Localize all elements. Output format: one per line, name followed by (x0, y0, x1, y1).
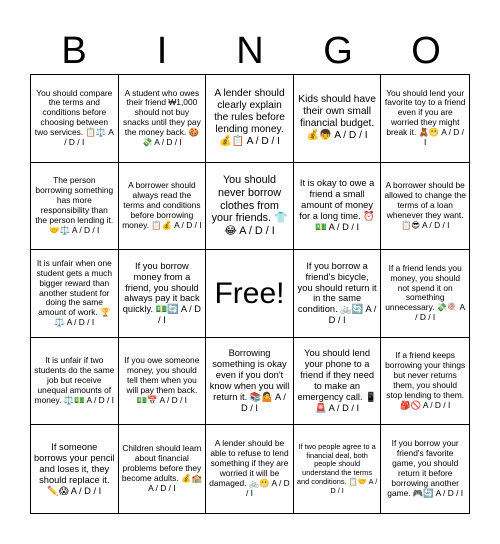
header-letter-o: O (411, 30, 441, 72)
bingo-cell-r1-c2[interactable]: A student who owes their friend ₩1,000 should not buy snacks until they pay the money back. 🍪💸 A / D / I (119, 75, 207, 163)
bingo-cell-r2-c3[interactable]: You should never borrow clothes from your friends. 👕😂 A / D / I (206, 163, 294, 251)
header-letter-n: N (236, 30, 264, 72)
bingo-cell-r4-c4[interactable]: You should lend your phone to a friend if they need to make an emergency call. 📱🚨 A / D / I (294, 338, 382, 426)
bingo-cell-r5-c1[interactable]: If someone borrows your pencil and loses it, they should replace it. ✏️😱 A / D / I (31, 425, 119, 513)
bingo-cell-r5-c2[interactable]: Children should learn about financial problems before they become adults. 💰🏫 A / D / I (119, 425, 207, 513)
bingo-cell-r3-c4[interactable]: If you borrow a friend's bicycle, you should return it in the same condition. 🚲🔄 A / D / I (294, 250, 382, 338)
bingo-cell-r5-c4[interactable]: If two people agree to a financial deal, both people should understand the terms and conditions. 📋🤝 A / D / I (294, 425, 382, 513)
bingo-cell-r2-c4[interactable]: It is okay to owe a friend a small amount of money for a long time. ⏰💵 A / D / I (294, 163, 382, 251)
header-letter-b: B (61, 30, 87, 72)
bingo-cell-r4-c3[interactable]: Borrowing something is okay even if you don't know when you will return it. 📚🤷 A / D / I (206, 338, 294, 426)
bingo-cell-r1-c3[interactable]: A lender should clearly explain the rules before lending money. 💰📋 A / D / I (206, 75, 294, 163)
bingo-grid (30, 74, 470, 514)
bingo-cell-r3-c1[interactable]: It is unfair when one student gets a much bigger reward than another student for doing the same amount of work. 🏆⚖️ A / D / I (31, 250, 119, 338)
bingo-cell-r3-c2[interactable]: If you borrow money from a friend, you should always pay it back quickly. 💵🔄 A / D / I (119, 250, 207, 338)
bingo-cell-r5-c5[interactable]: If you borrow your friend's favorite game, you should return it before borrowing another game. 🎮🔄 A / D / I (387, 438, 464, 498)
bingo-cell-r4-c1[interactable]: It is unfair if two students do the same job but receive unequal amounts of money. ⚖️💵 A / D / I (31, 338, 119, 426)
bingo-cell-r1-c1[interactable]: You should compare the terms and conditions before choosing between two services. 📋⚖️ A / D / I (31, 75, 119, 163)
bingo-header (30, 30, 470, 72)
bingo-cell-r4-c2[interactable]: If you owe someone money, you should tell them when you will pay them back. 💵📅 A / D / I (119, 338, 207, 426)
bingo-cell-r2-c5[interactable]: A borrower should be allowed to change the terms of a loan whenever they want. 📋😎 A / D / I (381, 163, 469, 251)
bingo-cell-r1-c5[interactable]: You should lend your favorite toy to a friend even if you are worried they might break it. 🧸😬 A / D / I (381, 75, 469, 163)
bingo-cell-r1-c4[interactable]: Kids should have their own small financial budget. 💰👦 A / D / I (294, 75, 382, 163)
bingo-cell-r5-c3[interactable]: A lender should be able to refuse to lend something if they are worried it will be damaged. 🚲😬 A / D / I (206, 425, 294, 513)
bingo-cell-r4-c5[interactable]: If a friend keeps borrowing your things but never returns them, you should stop lending to them. 🎒🚫 A / D / I (381, 338, 469, 426)
free-space[interactable]: Free! (206, 250, 294, 338)
bingo-cell-r3-c5[interactable]: If a friend lends you money, you should not spend it on something unnecessary. 💸🍭 A / D / I (381, 250, 469, 338)
header-letter-g: G (323, 30, 353, 72)
header-letter-i: I (156, 30, 168, 72)
bingo-cell-r2-c1[interactable]: The person borrowing something has more responsibility than the person lending it. 🤝⚖️ A / D / I (31, 163, 119, 251)
bingo-cell-r2-c2[interactable]: A borrower should always read the terms and conditions before borrowing money. 📋💰 A / D / I (119, 163, 207, 251)
